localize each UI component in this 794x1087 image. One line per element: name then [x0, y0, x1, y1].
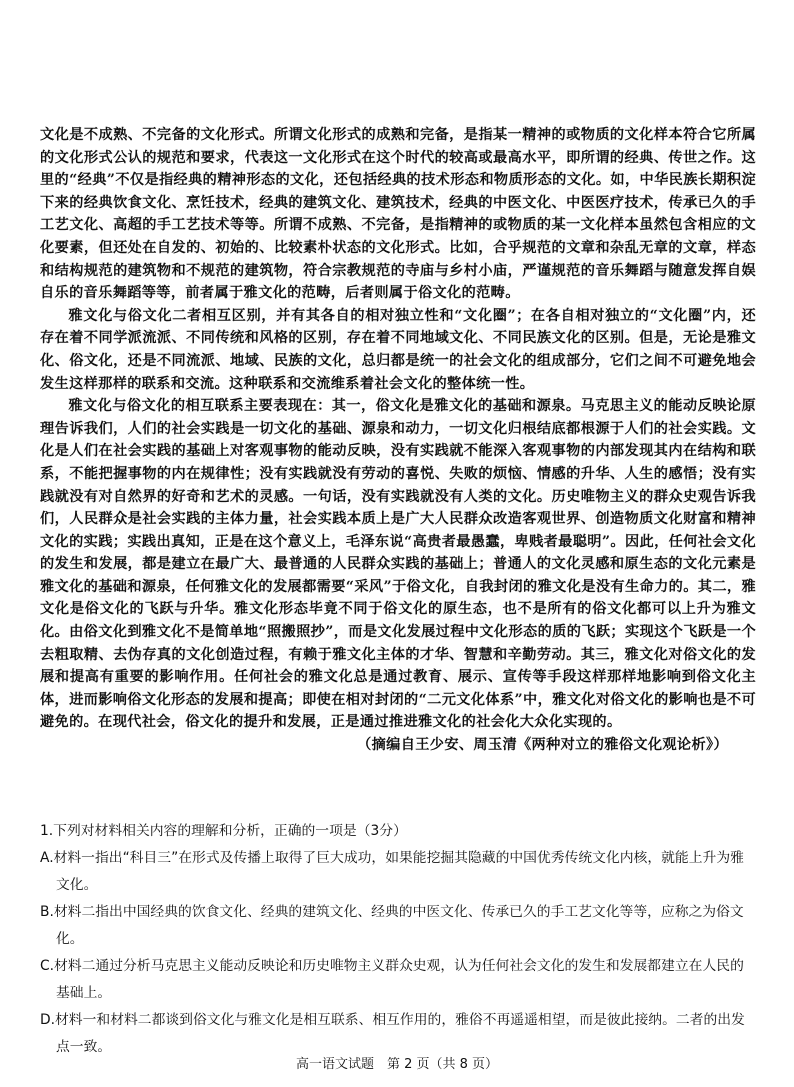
passage-source: （摘编自王少安、周玉清《两种对立的雅俗文化观论析》） — [357, 737, 728, 754]
option-b: B.材料二指出中国经典的饮食文化、经典的建筑文化、经典的中医文化、传承已久的手工艺文化等等，应称之为俗文化。 — [40, 904, 744, 947]
option-c: C.材料二通过分析马克思主义能动反映论和历史唯物主义群众史观，认为任何社会文化的发生和发展都建立在人民的基础上。 — [40, 958, 744, 1001]
passage-paragraph-3: 雅文化与俗文化的相互联系主要表现在：其一，俗文化是雅文化的基础和源泉。马克思主义的能动反映论原理告诉我们，人们的社会实践是一切文化的基础、源泉和动力，一切文化归根结底都根源于人们的社会实践。文化是人们在社会实践的基础上对客观事物的能动反映，没有实践就不能深入客观事物的内部发现其内在结构和联系，不能把握事物的内在规律性；没有实践就没有劳动的喜悦、失败的烦恼、情感的升华、人生的感悟；没有实践就没有对自然界的好奇和艺术的灵感。一句话，没有实践就没有人类的文化。历史唯物主义的群众史观告诉我们，人民群众是社会实践的主体力量，社会实践本质上是广大人民群众改造客观世界、创造物质文化财富和精神文化的实践；实践出真知，正是在这个意义上，毛泽东说“高贵者最愚蠢，卑贱者最聪明”。因此，任何社会文化的发生和发展，都是建立在最广大、最普通的人民群众实践的基础上；普通人的文化灵感和原生态的文化元素是雅文化的基础和源泉，任何雅文化的发展都需要“采风”于俗文化，自我封闭的雅文化是没有生命力的。其二，雅文化是俗文化的飞跃与升华。雅文化形态毕竟不同于俗文化的原生态，也不是所有的俗文化都可以上升为雅文化。由俗文化到雅文化不是简单地“照搬照抄”，而是文化发展过程中文化形态的质的飞跃；实现这个飞跃是一个去粗取精、去伪存真的文化创造过程，有赖于雅文化主体的才华、智慧和辛勤劳动。其三，雅文化对俗文化的发展和提高有重要的影响作用。任何社会的雅文化总是通过教育、展示、宣传等手段这样那样地影响到俗文化主体，进而影响俗文化形态的发展和提高；即使在相对封闭的“二元文化体系”中，雅文化对俗文化的影响也是不可避免的。在现代社会，俗文化的提升和发展，正是通过推进雅文化的社会化大众化实现的。 — [40, 398, 756, 731]
reading-passage — [40, 124, 756, 757]
option-a: A.材料一指出“科目三”在形式及传播上取得了巨大成功，如果能挖掘其隐藏的中国优秀传统文化内核，就能上升为雅文化。 — [40, 850, 744, 893]
page-footer: 高一语文试题 第 2 页（共 8 页） — [295, 1057, 499, 1072]
question-stem: 1.下列对材料相关内容的理解和分析，正确的一项是（3分） — [40, 823, 407, 839]
question-1 — [40, 818, 756, 1061]
passage-paragraph-2: 雅文化与俗文化二者相互区别，并有其各自的相对独立性和“文化圈”；在各自相对独立的“文化圈”内，还存在着不同学派流派、不同传统和风格的区别，存在着不同地域文化、不同民族文化的区别。但是，无论是雅文化、俗文化，还是不同流派、地域、民族的文化，总归都是统一的社会文化的组成部分，它们之间不可避免地会发生这样那样的联系和交流。这种联系和交流维系着社会文化的整体统一性。 — [40, 307, 756, 392]
option-d: D.材料一和材料二都谈到俗文化与雅文化是相互联系、相互作用的，雅俗不再遥遥相望，而是彼此接纳。二者的出发点一致。 — [40, 1012, 745, 1055]
passage-paragraph-1: 文化是不成熟、不完备的文化形式。所谓文化形式的成熟和完备，是指某一精神的或物质的文化样本符合它所属的文化形式公认的规范和要求，代表这一文化形式在这个时代的较高或最高水平，即所谓的经典、传世之作。这里的“经典”不仅是指经典的精神形态的文化，还包括经典的技术形态和物质形态的文化。如，中华民族长期积淀下来的经典饮食文化、烹饪技术，经典的建筑文化、建筑技术，经典的中医文化、中医医疗技术，传承已久的手工艺文化、高超的手工艺技术等等。所谓不成熟、不完备，是指精神的或物质的某一文化样本虽然包含相应的文化要素，但还处在自发的、初始的、比较素朴状态的文化形式。比如，合乎规范的文章和杂乱无章的文章，样态和结构规范的建筑物和不规范的建筑物，符合宗教规范的寺庙与乡村小庙，严谨规范的音乐舞蹈与随意发挥自娱自乐的音乐舞蹈等等，前者属于雅文化的范畴，后者则属于俗文化的范畴。 — [40, 127, 756, 302]
